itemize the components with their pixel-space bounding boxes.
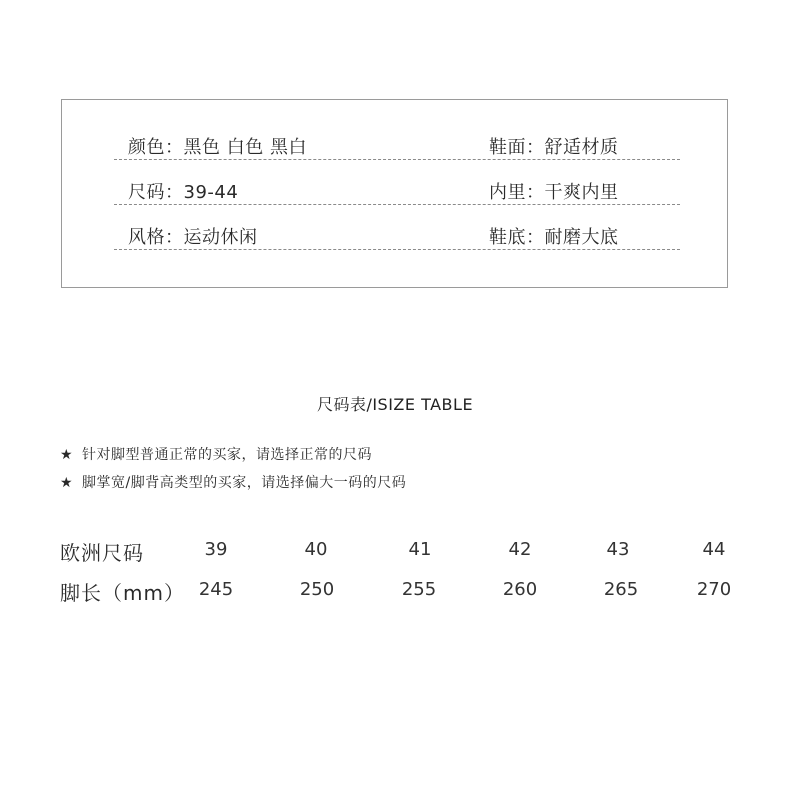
- spec-row: [114, 129, 680, 160]
- spec-size: 尺码：39-44: [128, 182, 239, 203]
- star-icon: ★: [60, 447, 74, 463]
- size-cell: 265: [603, 579, 639, 600]
- size-cell: 42: [508, 539, 532, 560]
- size-cell: 270: [696, 579, 732, 600]
- size-cell: 43: [606, 539, 630, 560]
- size-row-foot-length: [0, 577, 790, 607]
- spec-lining: 内里：干爽内里: [489, 182, 619, 203]
- product-spec-box: [61, 99, 728, 288]
- spec-row: [114, 174, 680, 205]
- size-note-text: 针对脚型普通正常的买家，请选择正常的尺码: [82, 447, 372, 463]
- spec-color: 颜色：黑色 白色 黑白: [128, 137, 307, 158]
- size-cell: 41: [408, 539, 432, 560]
- spec-sole: 鞋底：耐磨大底: [489, 227, 619, 248]
- size-cell: 245: [198, 579, 234, 600]
- size-cell: 39: [204, 539, 228, 560]
- size-cell: 260: [502, 579, 538, 600]
- star-icon: ★: [60, 475, 74, 491]
- row-header: 欧洲尺码: [60, 541, 144, 565]
- size-table-title: 尺码表/ISIZE TABLE: [316, 395, 474, 414]
- spec-upper: 鞋面：舒适材质: [489, 137, 619, 158]
- size-note: [60, 472, 406, 492]
- size-note: [60, 444, 372, 464]
- size-cell: 44: [702, 539, 726, 560]
- spec-style: 风格：运动休闲: [128, 227, 258, 248]
- size-row-eu: [0, 537, 790, 567]
- spec-row: [114, 219, 680, 250]
- size-cell: 255: [401, 579, 437, 600]
- size-cell: 40: [304, 539, 328, 560]
- size-cell: 250: [299, 579, 335, 600]
- size-note-text: 脚掌宽/脚背高类型的买家，请选择偏大一码的尺码: [82, 475, 407, 491]
- row-header: 脚长（mm）: [60, 581, 185, 605]
